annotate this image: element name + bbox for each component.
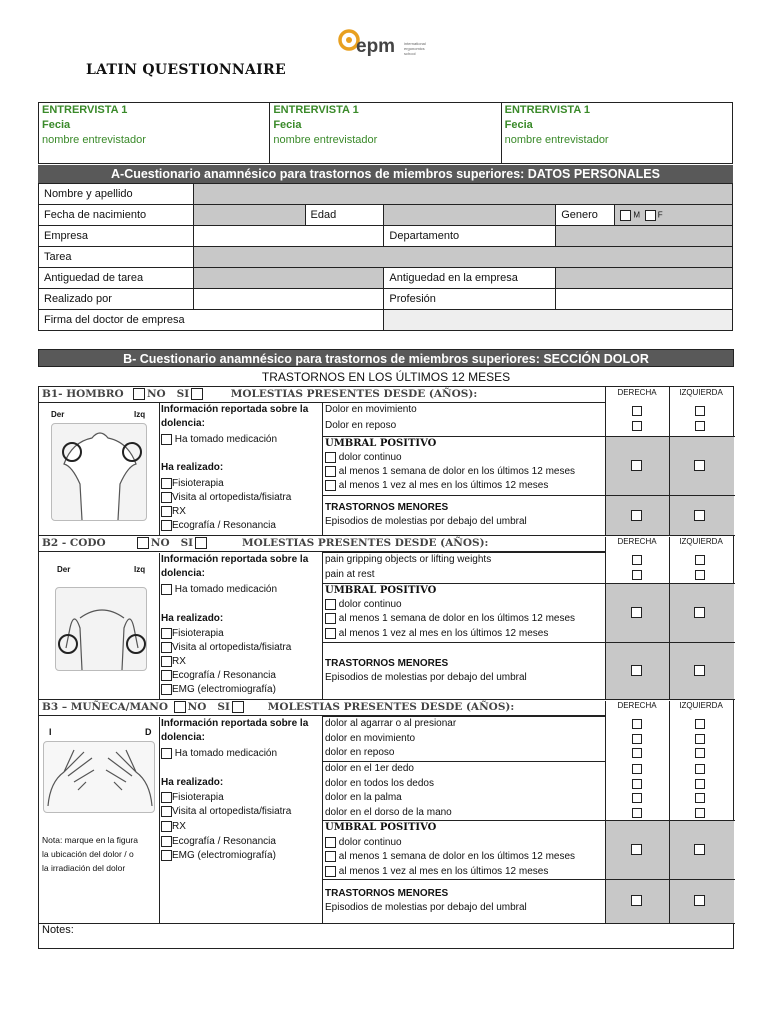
umbral-checkbox[interactable] bbox=[325, 866, 336, 877]
umbral-checkbox[interactable] bbox=[325, 837, 336, 848]
left-checkbox[interactable] bbox=[694, 460, 705, 471]
symptom: dolor en todos los dedos bbox=[325, 778, 434, 789]
label: Antiguedad en la empresa bbox=[384, 268, 556, 289]
note-line: Nota: marque en la figura bbox=[42, 835, 138, 845]
left-checkbox[interactable] bbox=[695, 748, 705, 758]
label: Edad bbox=[305, 205, 384, 226]
note-line: la ubicación del dolor / o bbox=[42, 849, 134, 859]
interview-header bbox=[38, 102, 733, 164]
label: Nombre y apellido bbox=[39, 184, 194, 205]
left-checkbox[interactable] bbox=[695, 808, 705, 818]
right-checkbox[interactable] bbox=[632, 793, 642, 803]
right-checkbox[interactable] bbox=[632, 779, 642, 789]
torso-icon bbox=[52, 424, 148, 522]
symptom: dolor al agarrar o al presionar bbox=[325, 718, 457, 729]
torso-icon bbox=[56, 588, 148, 672]
b1-si-checkbox[interactable] bbox=[191, 388, 203, 400]
done-label: Ha realizado: bbox=[161, 462, 224, 473]
symptom: dolor en el 1er dedo bbox=[325, 763, 414, 774]
minor-label: TRASTORNOS MENORES bbox=[325, 888, 449, 899]
label: Antiguedad de tarea bbox=[39, 268, 194, 289]
rx-checkbox[interactable] bbox=[161, 821, 172, 832]
right-checkbox[interactable] bbox=[631, 895, 642, 906]
right-checkbox[interactable] bbox=[631, 510, 642, 521]
b3-si-checkbox[interactable] bbox=[232, 701, 244, 713]
b3-no-checkbox[interactable] bbox=[174, 701, 186, 713]
left-checkbox[interactable] bbox=[694, 665, 705, 676]
right-checkbox[interactable] bbox=[631, 607, 642, 618]
ortho-checkbox[interactable] bbox=[161, 806, 172, 817]
info-label: Información reportada sobre la bbox=[161, 404, 309, 415]
umbral-checkbox[interactable] bbox=[325, 599, 336, 610]
b2-si-checkbox[interactable] bbox=[195, 537, 207, 549]
done-by-field[interactable] bbox=[193, 289, 384, 310]
umbral-checkbox[interactable] bbox=[325, 480, 336, 491]
right-checkbox[interactable] bbox=[632, 555, 642, 565]
umbral-checkbox[interactable] bbox=[325, 851, 336, 862]
left-checkbox[interactable] bbox=[694, 844, 705, 855]
interview-cell: ENTRERVISTA 1 Fecia nombre entrevistador bbox=[39, 103, 270, 163]
name-field[interactable] bbox=[193, 184, 732, 205]
physio-checkbox[interactable] bbox=[161, 478, 172, 489]
label: Fecha de nacimiento bbox=[39, 205, 194, 226]
hand-figure[interactable] bbox=[43, 741, 155, 813]
right-checkbox[interactable] bbox=[631, 460, 642, 471]
info-label: dolencia: bbox=[161, 568, 205, 579]
left-checkbox[interactable] bbox=[695, 719, 705, 729]
b2-header: B2 - CODO NO SI MOLESTIAS PRESENTES DESDE (AÑOS): bbox=[39, 536, 605, 552]
left-checkbox[interactable] bbox=[695, 793, 705, 803]
symptom: pain at rest bbox=[325, 569, 375, 580]
task-field[interactable] bbox=[193, 247, 732, 268]
info-label: dolencia: bbox=[161, 418, 205, 429]
physio-checkbox[interactable] bbox=[161, 792, 172, 803]
umbral-checkbox[interactable] bbox=[325, 466, 336, 477]
label: Genero bbox=[556, 205, 615, 226]
right-checkbox[interactable] bbox=[632, 570, 642, 580]
umbral-checkbox[interactable] bbox=[325, 628, 336, 639]
personal-data-table bbox=[38, 183, 733, 331]
left-header: IZQUIERDA bbox=[679, 388, 723, 397]
umbral-label: UMBRAL POSITIVO bbox=[325, 438, 437, 449]
right-header: DERECHA bbox=[617, 388, 657, 397]
umbral-checkbox[interactable] bbox=[325, 452, 336, 463]
b3-header: B3 – MUÑECA/MANO NO SI MOLESTIAS PRESENTES DESDE (AÑOS): bbox=[39, 700, 605, 716]
umbral-label: UMBRAL POSITIVO bbox=[325, 822, 437, 833]
umbral-label: UMBRAL POSITIVO bbox=[325, 585, 437, 596]
emg-checkbox[interactable] bbox=[161, 850, 172, 861]
right-header: DERECHA bbox=[617, 537, 657, 546]
symptom: pain gripping objects or lifting weights bbox=[325, 554, 492, 565]
left-checkbox[interactable] bbox=[695, 734, 705, 744]
label: Profesión bbox=[384, 289, 556, 310]
left-header: IZQUIERDA bbox=[679, 537, 723, 546]
minor-label: TRASTORNOS MENORES bbox=[325, 658, 449, 669]
left-checkbox[interactable] bbox=[694, 510, 705, 521]
minor-label: TRASTORNOS MENORES bbox=[325, 502, 449, 513]
label: Realizado por bbox=[39, 289, 194, 310]
signature-field[interactable] bbox=[384, 310, 733, 331]
right-checkbox[interactable] bbox=[632, 748, 642, 758]
birth-field[interactable] bbox=[193, 205, 305, 226]
left-checkbox[interactable] bbox=[695, 779, 705, 789]
done-label: Ha realizado: bbox=[161, 777, 224, 788]
company-seniority-field[interactable] bbox=[556, 268, 733, 289]
right-checkbox[interactable] bbox=[631, 665, 642, 676]
emg-checkbox[interactable] bbox=[161, 684, 172, 695]
izq-label: Izq bbox=[134, 565, 146, 574]
label: Tarea bbox=[39, 247, 194, 268]
label: Empresa bbox=[39, 226, 194, 247]
symptom: dolor en la palma bbox=[325, 792, 402, 803]
interview-cell: ENTRERVISTA 1 Fecia nombre entrevistador bbox=[504, 104, 609, 146]
i-label: I bbox=[49, 727, 52, 737]
b1-header: B1- HOMBRO NO SI MOLESTIAS PRESENTES DESDE (AÑOS): bbox=[39, 387, 605, 403]
logo-subtext: international ergonomics school bbox=[404, 41, 426, 56]
notes-field[interactable] bbox=[39, 924, 733, 948]
right-checkbox[interactable] bbox=[632, 406, 642, 416]
echo-checkbox[interactable] bbox=[161, 670, 172, 681]
company-field[interactable] bbox=[193, 226, 384, 247]
label: Departamento bbox=[384, 226, 556, 247]
left-checkbox[interactable] bbox=[694, 607, 705, 618]
umbral-checkbox[interactable] bbox=[325, 613, 336, 624]
right-checkbox[interactable] bbox=[632, 764, 642, 774]
page-title: LATIN QUESTIONNAIRE bbox=[86, 62, 286, 78]
physio-checkbox[interactable] bbox=[161, 628, 172, 639]
symptom: Dolor en movimiento bbox=[325, 404, 417, 415]
left-checkbox[interactable] bbox=[695, 570, 705, 580]
task-seniority-field[interactable] bbox=[193, 268, 384, 289]
info-label: Información reportada sobre la bbox=[161, 718, 309, 729]
logo-text: epm bbox=[356, 36, 396, 57]
ortho-checkbox[interactable] bbox=[161, 642, 172, 653]
hands-icon bbox=[44, 742, 156, 814]
info-label: dolencia: bbox=[161, 732, 205, 743]
left-header: IZQUIERDA bbox=[679, 701, 723, 710]
right-checkbox[interactable] bbox=[631, 844, 642, 855]
shoulder-figure[interactable] bbox=[51, 423, 147, 521]
symptom: dolor en el dorso de la mano bbox=[325, 807, 452, 818]
info-label: Información reportada sobre la bbox=[161, 554, 309, 565]
echo-checkbox[interactable] bbox=[161, 836, 172, 847]
section-b-header: B- Cuestionario anamnésico para trastornos de miembros superiores: SECCIÓN DOLOR bbox=[38, 349, 734, 367]
section-a-header: A-Cuestionario anamnésico para trastornos de miembros superiores: DATOS PERSONALES bbox=[38, 165, 733, 183]
right-checkbox[interactable] bbox=[632, 734, 642, 744]
left-checkbox[interactable] bbox=[694, 895, 705, 906]
symptom: Dolor en reposo bbox=[325, 420, 397, 431]
symptom: dolor en movimiento bbox=[325, 733, 416, 744]
der-label: Der bbox=[57, 565, 71, 574]
der-label: Der bbox=[51, 410, 65, 419]
notes-label: Notes: bbox=[42, 924, 74, 936]
epm-logo bbox=[338, 28, 438, 64]
symptom: dolor en reposo bbox=[325, 747, 395, 758]
age-field[interactable] bbox=[384, 205, 556, 226]
note-line: la irradiación del dolor bbox=[42, 863, 126, 873]
b2-no-checkbox[interactable] bbox=[137, 537, 149, 549]
minor-desc: Episodios de molestias por debajo del umbral bbox=[325, 516, 527, 527]
gender-field: M F bbox=[615, 205, 733, 226]
d-label: D bbox=[145, 727, 152, 737]
gender-m-checkbox[interactable] bbox=[620, 210, 631, 221]
b1-no-checkbox[interactable] bbox=[133, 388, 145, 400]
right-header: DERECHA bbox=[617, 701, 657, 710]
pain-section: B1- HOMBRO NO SI MOLESTIAS PRESENTES DESDE (AÑOS): DERECHA IZQUIERDA Der Izq Información reportada sobre la dolencia: Ha tomado medicación Ha realizado: Fisioterapia Visita al ortopedista/fisiatra RX Ecografía / Resonancia Dolor en movimiento Dolor en reposo UMBRAL POSITIVO dolor continuo al menos 1 semana de dolor en los últimos 12 meses al menos 1 vez al mes en los últimos 12 meses TRASTORNOS MENORES Episodios de molestias por debajo del umbral B2 - CODO NO SI MOLESTIAS PRESENTES DESDE (AÑOS): DERECHA IZQUIERDA Der Izq Información reportada sobre la dolencia: Ha tomado medicación Ha realizado: Fisioterapia Visita al ortopedista/fisiatra RX Ecografía / Resonancia EMG (electromiografía) pain gripping objects or lifting weights pain at rest UMBRAL POSITIVO dolor continuo al menos 1 semana de dolor en los últimos 12 meses al menos 1 vez al mes en los últimos 12 meses TRASTORNOS MENORES Episodios de molestias por debajo del umbral B3 – MUÑECA/MANO NO SI MOLESTIAS PRESENTES DESDE (AÑOS): DERECHA IZQUIERDA I D Nota: marque en la figura la ubicación del dolor / o la irradiación del dolor Información reportada sobre la dolencia: Ha tomado medicación Ha realizado: Fisioterapia Visita al ortopedista/fisiatra RX Ecografía / Resonancia EMG (electromiografía) dolor al agarrar o al presionar dolor en movimiento dolor en reposo dolor en el 1er dedo dolor en todos los dedos dolor en la palma dolor en el dorso de la mano UMBRAL POSITIVO dolor continuo al menos 1 semana de dolor en los últimos 12 meses al menos 1 vez al mes en los últimos 12 meses TRASTORNOS MENORES Episodios de molestias por debajo del umbral Notes: bbox=[38, 386, 734, 949]
left-checkbox[interactable] bbox=[695, 421, 705, 431]
profession-field[interactable] bbox=[556, 289, 733, 310]
left-checkbox[interactable] bbox=[695, 406, 705, 416]
label: Firma del doctor de empresa bbox=[39, 310, 384, 331]
meds-checkbox[interactable] bbox=[161, 434, 172, 445]
done-label: Ha realizado: bbox=[161, 613, 224, 624]
minor-desc: Episodios de molestias por debajo del umbral bbox=[325, 672, 527, 683]
rx-checkbox[interactable] bbox=[161, 506, 172, 517]
left-checkbox[interactable] bbox=[695, 764, 705, 774]
right-checkbox[interactable] bbox=[632, 719, 642, 729]
echo-checkbox[interactable] bbox=[161, 520, 172, 531]
left-checkbox[interactable] bbox=[695, 555, 705, 565]
interview-cell: ENTRERVISTA 1 Fecia nombre entrevistador bbox=[270, 103, 501, 163]
section-b-subheader: TRASTORNOS EN LOS ÚLTIMOS 12 MESES bbox=[261, 370, 511, 384]
izq-label: Izq bbox=[134, 410, 146, 419]
right-checkbox[interactable] bbox=[632, 808, 642, 818]
minor-desc: Episodios de molestias por debajo del umbral bbox=[325, 902, 527, 913]
elbow-figure[interactable] bbox=[55, 587, 147, 671]
gender-f-checkbox[interactable] bbox=[645, 210, 656, 221]
right-checkbox[interactable] bbox=[632, 421, 642, 431]
ortho-checkbox[interactable] bbox=[161, 492, 172, 503]
meds-checkbox[interactable] bbox=[161, 748, 172, 759]
rx-checkbox[interactable] bbox=[161, 656, 172, 667]
meds-checkbox[interactable] bbox=[161, 584, 172, 595]
department-field[interactable] bbox=[556, 226, 733, 247]
